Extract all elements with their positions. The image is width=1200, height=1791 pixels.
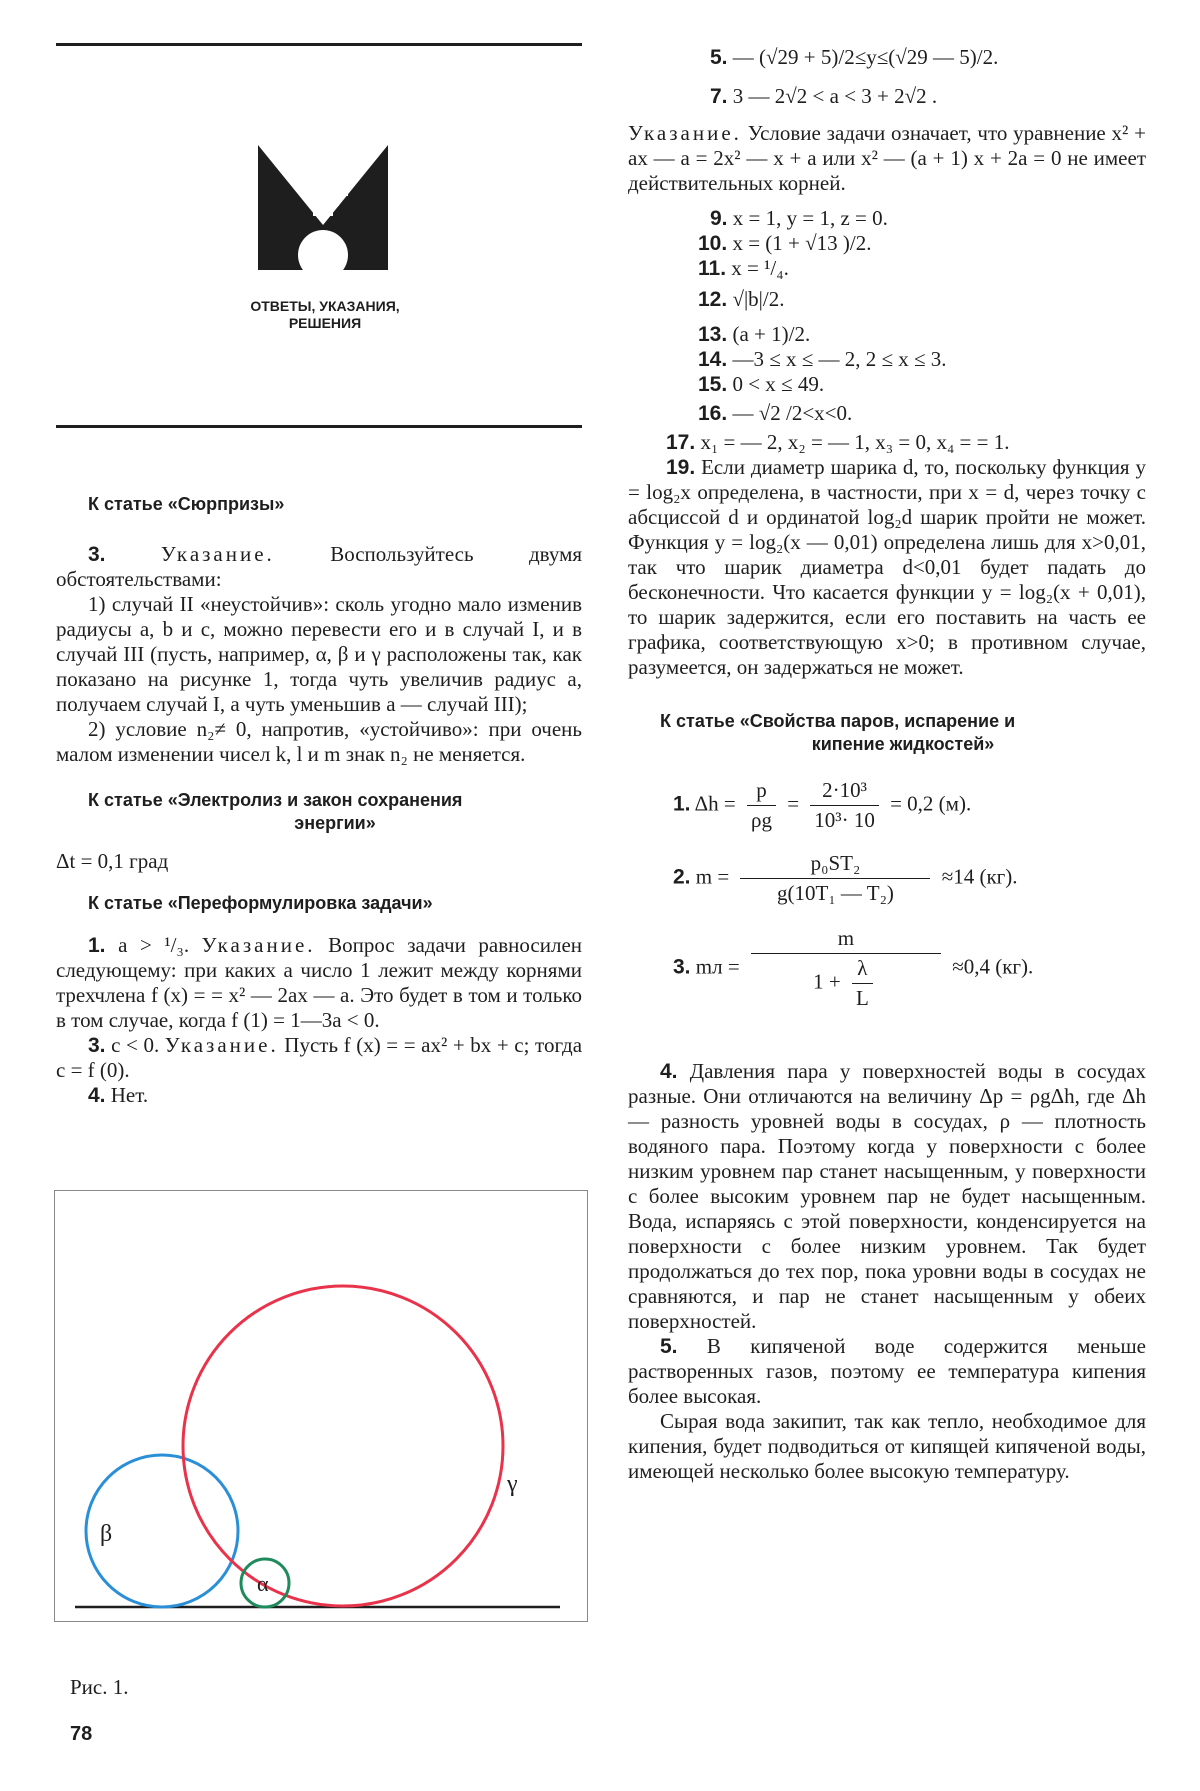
vapours-answer-5: 5. В кипяченой воде содержится меньше растворенных газов, поэтому ее температура кипения более высокая.: [628, 1334, 1146, 1408]
section-title-line1: ОТВЕТЫ, УКАЗАНИЯ,: [250, 298, 400, 314]
bottom-rule: [56, 425, 582, 428]
answer-7: 7. 3 — 2√2 < a < 3 + 2√2 .: [710, 84, 938, 108]
fraction-numeric: $\frac{\text{2·10³}}{\text{10³· 10}}$: [810, 778, 879, 833]
heading-electrolysis: К статье «Электролиз и закон сохранения энергии»: [88, 790, 463, 833]
answer-12: 12. √|b|/2.: [698, 287, 785, 311]
answer-17: 17. x₁ = — 2, x₂ = — 1, x₃ = 0, x₄ = = 1.: [666, 430, 1010, 454]
top-rule: [56, 43, 582, 46]
section-title-line2: РЕШЕНИЯ: [288, 315, 362, 331]
fraction-mass: $\frac{\text{p₀ST₂}}{\text{g(10T₁ — T₂)}}$: [740, 851, 930, 906]
vapours-answer-4: 4. Давления пара у поверхностей воды в сосудах разные. Они отличаются на величину Δp = ρgΔh, где Δh — разность уровней воды в сосудах, ρ — плотность водяного пара. Поэтому когда у поверхности с более низким уровнем пар станет насыщенным, у поверхности с более высоким уровнем пар не будет насыщенным. Вода, испаряясь с этой поверхности, конденсируется на поверхности с более низким уровнем. Так будет продолжаться до тех пор, пока уровни воды в сосудах не сравняются, и пар не станет насыщенным у обеих поверхностей.: [628, 1059, 1147, 1333]
answer-19: 19. Если диаметр шарика d, то, поскольку функция y = log₂x определена, в частности, при x = d, через точку с абсциссой d и ординатой log₂d шарик пройти не может. Функция y = log₂(x — 0,01) определена лишь для x>0,01, так что шарик диаметра d<0,01 будет падать до бесконечности. Что касается функции y = log₂(x + 0,01), то шарик задержится, если его поставить на часть ее графика, соответствующую x>0; в противном случае, разумеется, он задержаться не может.: [628, 455, 1146, 679]
answer-15: 15. 0 < x ≤ 49.: [698, 372, 825, 396]
label-alpha: α: [257, 1571, 269, 1596]
label-beta: β: [100, 1521, 113, 1547]
reformulation-answer-1: 1. a > ¹/₃. Указание. Вопрос задачи равносилен следующему: при каких a число 1 лежит между корнями трехчлена f (x) = = x² — 2ax — a. Это будет в том и только в том случае, когда f (1) = 1—3a < 0.: [56, 933, 582, 1032]
formula-3: 3. mл = m 1 + $\frac{\lambda}{L}$ ≈0,4 (кг).: [673, 926, 1034, 1010]
answer-13: 13. (a + 1)/2.: [698, 322, 811, 346]
figure-caption: Рис. 1.: [70, 1675, 129, 1699]
surprises-point-1: 1) случай II «неустойчив»: сколь угодно мало изменив радиусы a, b и c, можно перевести его и в случай I, и в случай III (пусть, например, α, β и γ расположены так, как показано на рисунке 1, тогда чуть увеличив радиус a, получаем случай I, а чуть уменьшив a — случай III);: [56, 592, 582, 716]
answer-11: 11. x = ¹/₄.: [698, 256, 789, 280]
formula-1: 1. Δh = $\frac{p}{\rho g}$ = $\frac{\text{2·10³}}{\text{10³· 10}}$ = 0,2 (м).: [673, 778, 972, 832]
left-column: [56, 493, 582, 1108]
figure-1: [54, 1190, 588, 1622]
reformulation-answer-3: 3. c < 0. Указание. Пусть f (x) = = ax² + bx + c; тогда c = f (0).: [56, 1033, 583, 1082]
electrolysis-answer: Δt = 0,1 град: [56, 849, 169, 873]
answer-5: 5. — (√29 + 5)/2≤y≤(√29 — 5)/2.: [710, 45, 999, 69]
page-number: 78: [70, 1723, 93, 1745]
fraction-lambda-l: $\frac{\lambda}{L}$: [852, 956, 873, 1011]
surprises-point-2: 2) условие n₂≠ 0, напротив, «устойчиво»: при очень малом изменении чисел k, l и m знак n₂ не меняется.: [56, 717, 582, 766]
answer-14: 14. —3 ≤ x ≤ — 2, 2 ≤ x ≤ 3.: [698, 347, 947, 371]
hint-7: Указание. Условие задачи означает, что уравнение x² + ax — a = 2x² — x + a или x² — (a + 1) x + 2a = 0 не имеет действительных корней.: [628, 121, 1147, 195]
label-gamma: γ: [507, 1471, 518, 1497]
heading-surprises: К статье «Сюрпризы»: [88, 494, 285, 514]
right-column: [628, 45, 1146, 1484]
reformulation-answer-4: 4. Нет.: [88, 1083, 149, 1107]
answer-9: 9. x = 1, y = 1, z = 0.: [710, 206, 888, 230]
answer-10: 10. x = (1 + √13 )/2.: [698, 231, 872, 255]
fraction-p-rho-g: $\frac{p}{\rho g}$: [747, 778, 776, 833]
heading-reformulation: К статье «Переформулировка задачи»: [88, 893, 433, 913]
heading-vapours: К статье «Свойства паров, испарение и кипение жидкостей»: [660, 711, 1016, 754]
fraction-latent: m 1 + $\frac{\lambda}{L}$: [751, 926, 941, 1011]
formula-2: 2. m = $\frac{\text{p₀ST₂}}{\text{g(10T₁ — T₂)}}$ ≈14 (кг).: [673, 851, 1018, 905]
section-title: [200, 298, 450, 332]
vapours-answer-5-cont: Сырая вода закипит, так как тепло, необходимое для кипения, будет подводиться от кипящей кипяченой воды, имеющей несколько более высокую температуру.: [628, 1409, 1146, 1483]
answer-16: 16. — √2 /2<x<0.: [698, 401, 853, 425]
surprises-answer-3: 3. Указание. Воспользуйтесь двумя обстоятельствами:: [56, 542, 583, 591]
circle-gamma: [183, 1286, 503, 1606]
question-mark-emblem-icon: [258, 140, 388, 300]
